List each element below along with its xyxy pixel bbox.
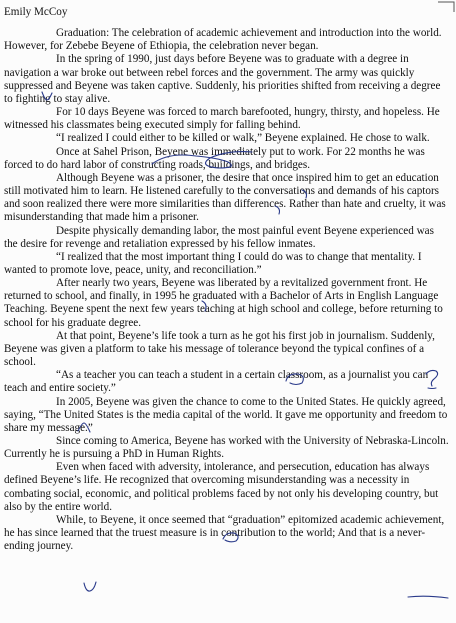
- paragraph: In the spring of 1990, just days before Beyene was to graduate with a degree in navigation a war broke out between rebel forces and the government. The army was quickly suppressed and Beyene was taken captive. Suddenly, his priorities shifted from receiving a degree to fighting to stay alive.: [4, 53, 441, 105]
- paragraph: Although Beyene was a prisoner, the desire that once inspired him to get an education still motivated him to learn. He listened carefully to the conversations and demands of his captors and soon realized there were more similarities than differences. Rather than hate and cruelty, it was misunderstanding that made him a prisoner.: [4, 171, 446, 224]
- paragraph: Once at Sahel Prison, Beyene was immediately put to work. For 22 months he was forced to do hard labor of constructing roads, buildings, and bridges.: [4, 145, 425, 171]
- paragraph: “I realized I could either to be killed or walk,” Beyene explained. He chose to walk.: [56, 132, 430, 145]
- paragraph: For 10 days Beyene was forced to march barefooted, hungry, thirsty, and hopeless. He witnessed his classmates being executed simply for falling behind.: [4, 106, 440, 132]
- question-mark: [422, 368, 442, 390]
- insert-caret-mark: [76, 421, 92, 435]
- underline-mark: [406, 593, 450, 601]
- circle-mark: [282, 371, 308, 387]
- author-name: Emily McCoy: [4, 6, 68, 18]
- comma-mark: [298, 188, 312, 200]
- paragraph: In 2005, Beyene was given the chance to come to the United States. He quickly agreed, saying, “The United States is the media capital of the world. It gave me opportunity and freedom to share my message.”: [4, 395, 448, 434]
- circle-mark: [220, 530, 242, 544]
- page-corner-mark: [436, 0, 456, 14]
- comma-mark: [272, 204, 284, 216]
- paragraph: “As a teacher you can teach a student in a certain classroom, as a journalist you can teach and entire society.”: [4, 369, 429, 395]
- deletion-loop-mark: [148, 148, 256, 172]
- insert-caret-mark: [40, 91, 54, 101]
- paragraph: Even when faced with adversity, intolerance, and persecution, education has always defined Beyene’s life. He recognized that overcoming misunderstanding was a necessity in combating social, economic, and political problems faced by not only his developing country, but also by the entire world.: [4, 461, 439, 513]
- paragraph: At that point, Beyene’s life took a turn as he got his first job in journalism. Suddenly, Beyene was given a platform to take his message of tolerance beyond the typical confines of a school.: [4, 329, 435, 369]
- paragraph: Since coming to America, Beyene has worked with the University of Nebraska-Lincoln. Currently he is pursuing a PhD in Human Rights.: [4, 435, 449, 461]
- insert-caret-mark: [82, 580, 98, 594]
- paragraph: Despite physically demanding labor, the most painful event Beyene experienced was the desire for revenge and retaliation expressed by his fellow inmates.: [4, 224, 434, 250]
- paragraph: “I realized that the most important thing I could do was to change that mentality. I wanted to promote love, peace, unity, and reconciliation.”: [4, 250, 422, 276]
- paragraph: While, to Beyene, it once seemed that “graduation” epitomized academic achievement, he has since learned that the truest measure is in contribution to the world; And that is a never-ending journey.: [4, 513, 445, 553]
- paragraph: After nearly two years, Beyene was liberated by a revitalized government front. He returned to school, and finally, in 1995 he graduated with a Bachelor of Arts in English Language Teaching. Beyene spent the next few years teaching at high school and college, before returning to school for his graduate degree.: [4, 277, 443, 329]
- comma-mark: [199, 299, 211, 313]
- paragraph: Graduation: The celebration of academic achievement and introduction into the world. However, for Zebebe Beyene of Ethiopia, the celebration never began.: [4, 27, 442, 53]
